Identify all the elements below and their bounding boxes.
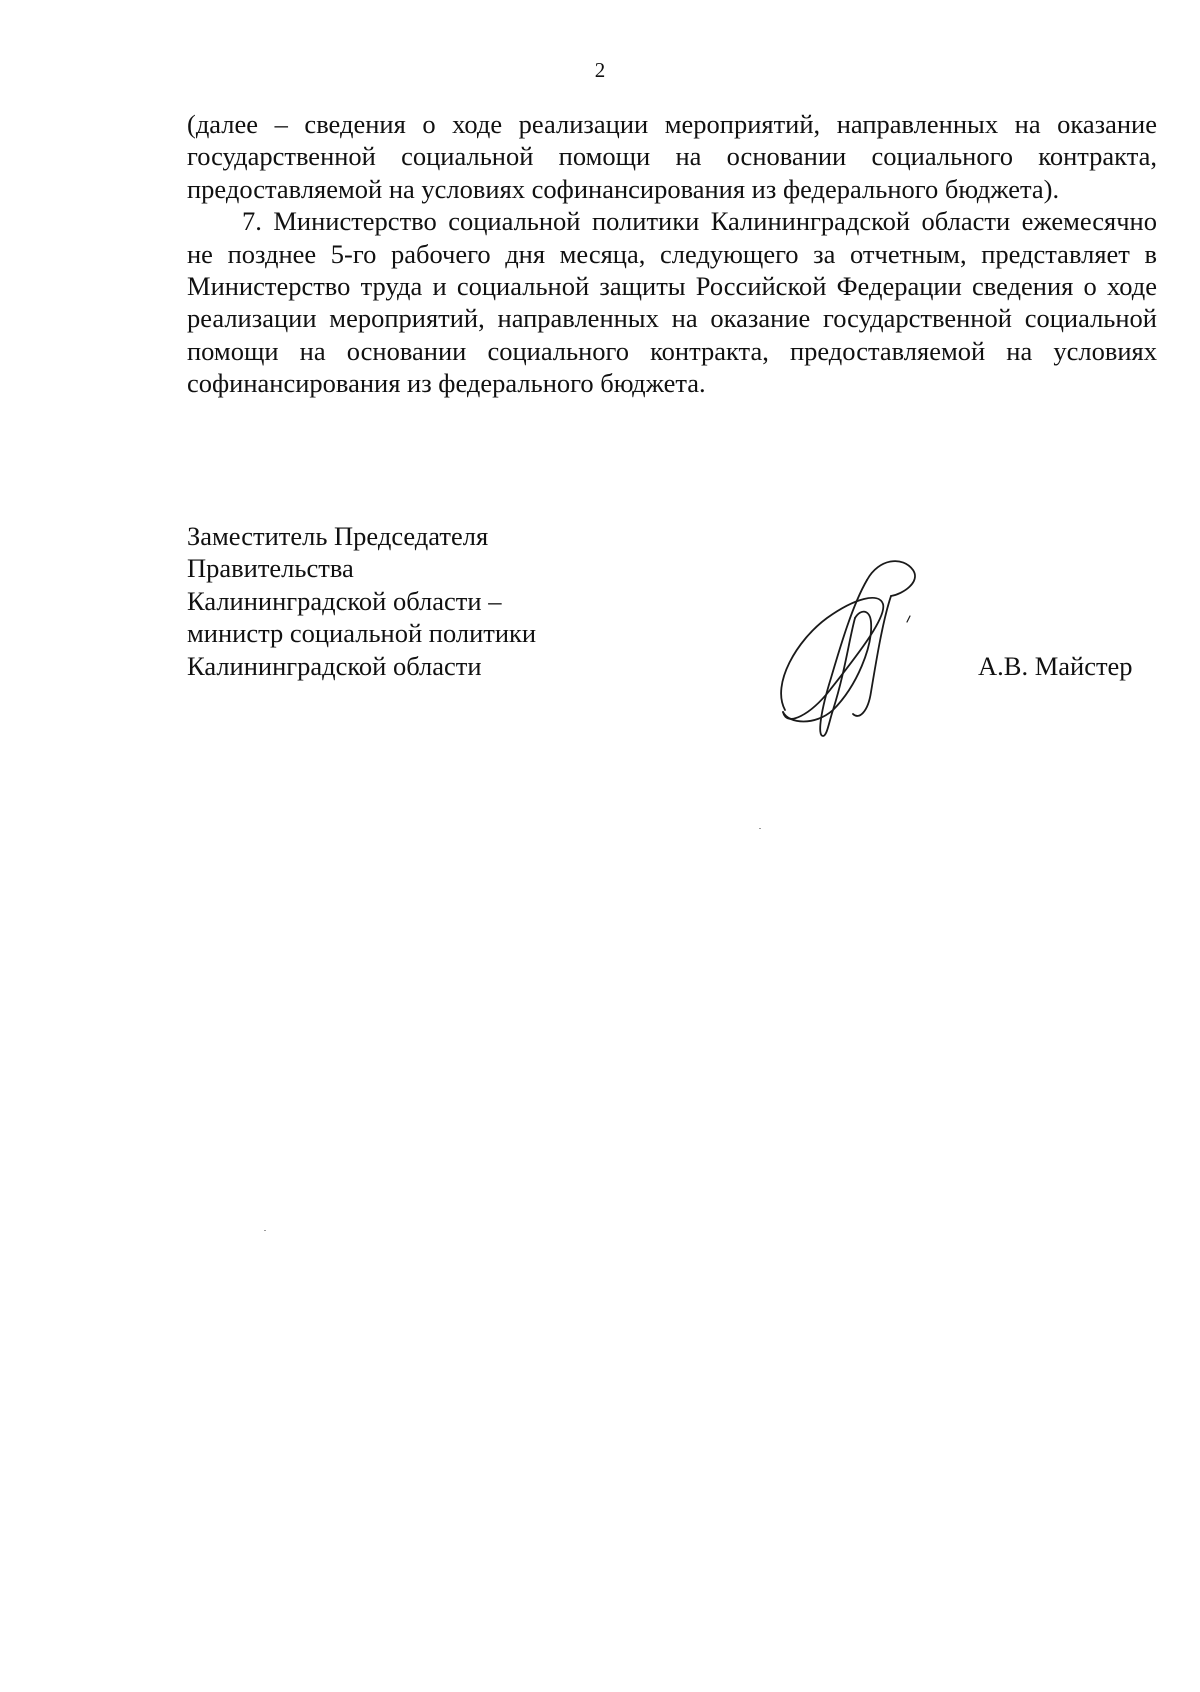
scan-artifact: [759, 828, 761, 829]
paragraph-item-7: 7. Министерство социальной политики Калининградской области ежемесячно не позднее 5-го рабочего дня месяца, следующего за отчетным, представляет в Министерство труда и социальной защиты Российской Федерации сведения о ходе реализации мероприятий, направленных на оказание государственной социальной помощи на основании социального контракта, предоставляемой на условиях софинансирования из федерального бюджета.: [187, 206, 1157, 399]
page-number: 2: [594, 58, 606, 82]
position-line: Калининградской области –: [187, 585, 502, 616]
scan-artifact: [264, 1230, 266, 1231]
position-line: Заместитель Председателя: [187, 521, 489, 551]
signatory-position: [187, 520, 536, 682]
document-body: [187, 108, 1157, 400]
position-line: Калининградской области: [187, 650, 482, 681]
paragraph-continuation: (далее – сведения о ходе реализации мероприятий, направленных на оказание государственной социальной помощи на основании социального контракта, предоставляемой на условиях софинансирования из федерального бюджета).: [187, 109, 1157, 204]
handwritten-signature: [775, 560, 950, 740]
signer-name: А.В. Майстер: [978, 651, 1133, 681]
position-line: Правительства: [187, 553, 354, 584]
position-line: министр социальной политики: [187, 618, 537, 649]
